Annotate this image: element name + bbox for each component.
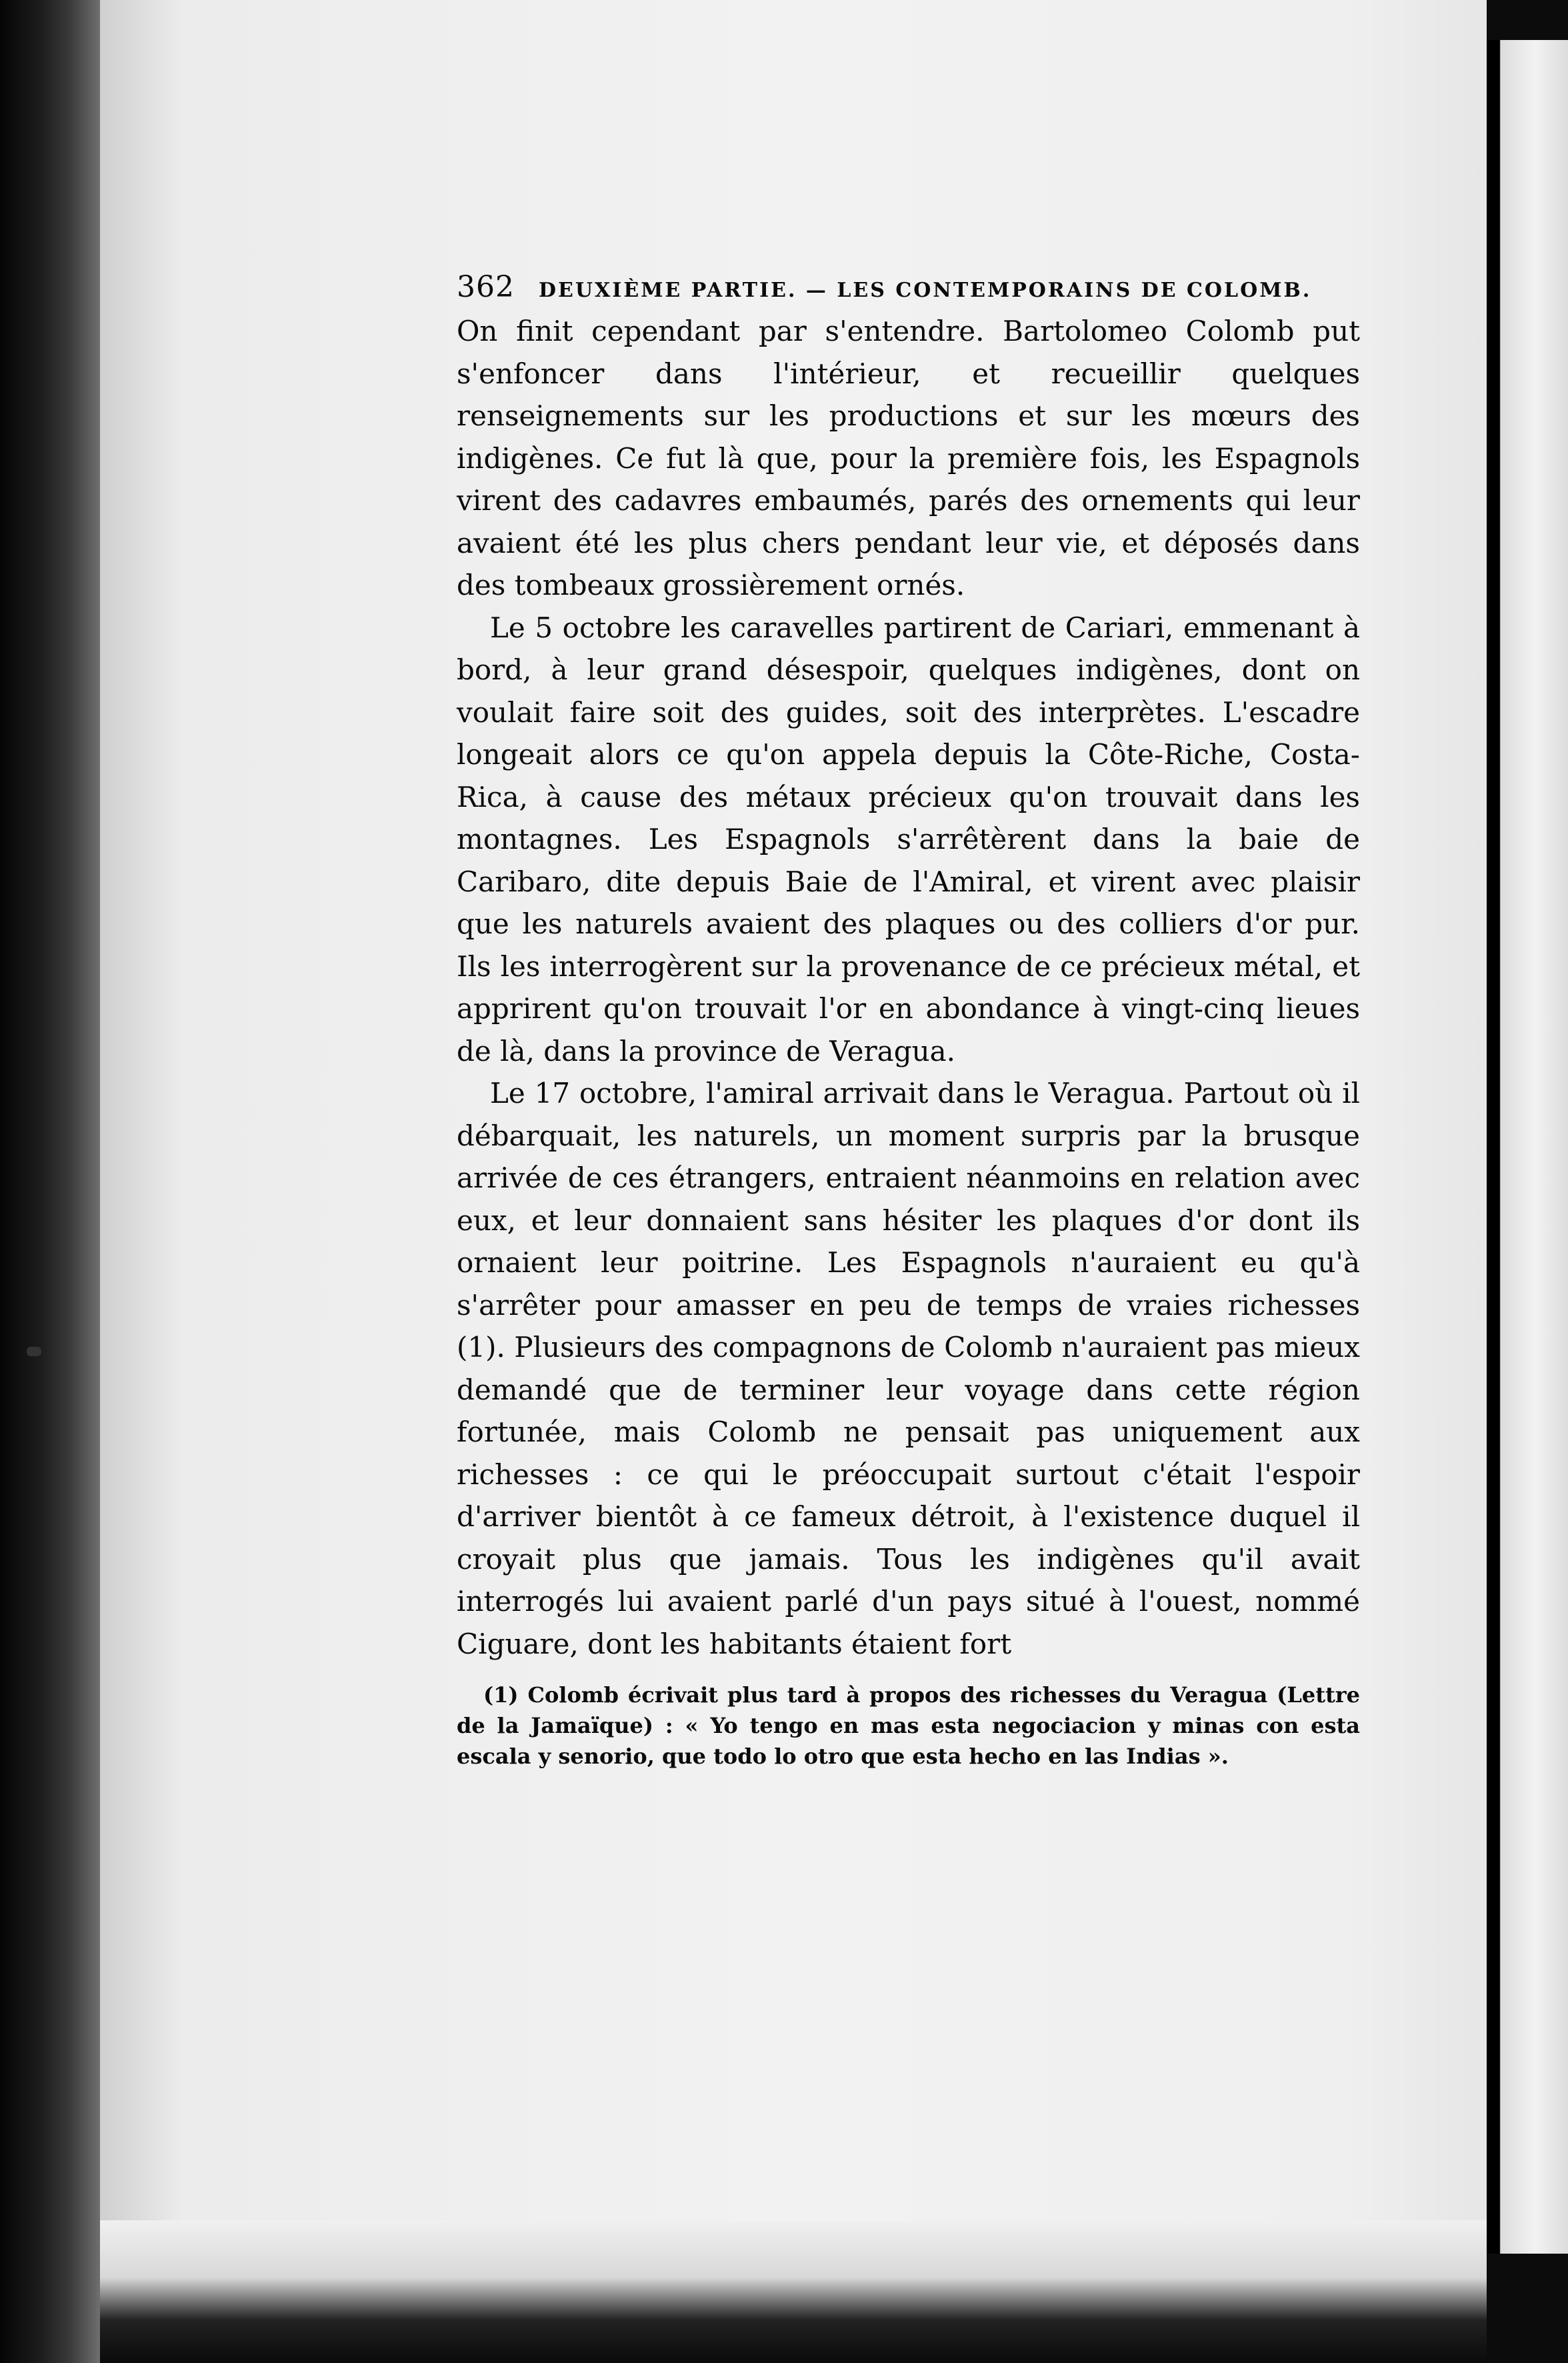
scan-speck — [27, 1347, 41, 1356]
facing-page-edge — [1487, 40, 1568, 2254]
paragraph-3: Le 17 octobre, l'amiral arrivait dans le Veragua. Partout où il débarquait, les naturels, un moment surpris par la brusque arrivée de ces étrangers, entraient néanmoins en relation avec eux, et leur donnaient sans hésiter les plaques d'or dont ils ornaient leur poitrine. Les Espagnols n'auraient eu qu'à s'arrêter pour amasser en peu de temps de vraies richesses (1). Plusieurs des compagnons de Colomb n'auraient pas mieux demandé que de terminer leur voyage dans cette région fortunée, mais Colomb ne pensait pas uniquement aux richesses : ce qui le préoccupait surtout c'était l'espoir d'arriver bientôt à ce fameux détroit, à l'existence duquel il croyait plus que jamais. Tous les indigènes qu'il avait interrogés lui avaient parlé d'un pays situé à l'ouest, nommé Ciguare, dont les habitants étaient fort — [457, 1077, 1360, 1660]
running-head — [457, 270, 1360, 310]
footnote: (1) Colomb écrivait plus tard à propos des richesses du Veragua (Lettre de la Jamaïque) : « Yo tengo en mas esta negociacion y minas con esta escala y senorio, que todo lo otro que esta hecho en las Indias ». — [457, 1682, 1360, 1769]
page-text — [457, 270, 1360, 1793]
running-title: DEUXIÈME PARTIE. — LES CONTEMPORAINS DE COLOMB. — [538, 279, 1312, 302]
page-bottom-edge — [100, 2220, 1487, 2363]
paragraph-1: On finit cependant par s'entendre. Bartolomeo Colomb put s'enfoncer dans l'intérieur, et recueillir quelques renseignements sur les productions et sur les mœurs des indigènes. Ce fut là que, pour la première fois, les Espagnols virent des cadavres embaumés, parés des ornements qui leur avaient été les plus chers pendant leur vie, et déposés dans des tombeaux grossièrement ornés. — [457, 315, 1360, 601]
book-binding-shadow — [0, 0, 100, 2363]
page-number: 362 — [457, 270, 515, 304]
paragraph-2: Le 5 octobre les caravelles partirent de Cariari, emmenant à bord, à leur grand désespoir, quelques indigènes, dont on voulait faire soit des guides, soit des interprètes. L'escadre longeait alors ce qu'on appela depuis la Côte-Riche, Costa-Rica, à cause des métaux précieux qu'on trouvait dans les montagnes. Les Espagnols s'arrêtèrent dans la baie de Caribaro, dite depuis Baie de l'Amiral, et virent avec plaisir que les naturels avaient des plaques ou des colliers d'or pur. Ils les interrogèrent sur la provenance de ce précieux métal, et apprirent qu'on trouvait l'or en abondance à vingt-cinq lieues de là, dans la province de Veragua. — [457, 611, 1360, 1067]
